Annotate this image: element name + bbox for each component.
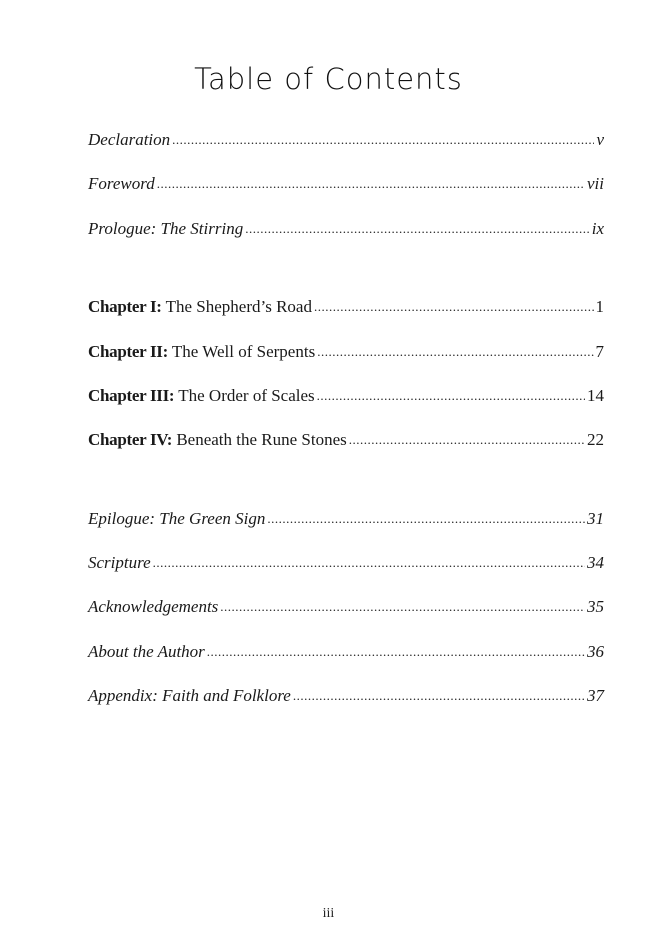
toc-entry-about-the-author[interactable] bbox=[88, 641, 604, 664]
dot-leader bbox=[314, 296, 594, 318]
chapter-number: Chapter III: bbox=[88, 386, 175, 405]
toc-entry-acknowledgements[interactable] bbox=[88, 596, 604, 619]
dot-leader bbox=[317, 341, 593, 363]
toc-entry-label bbox=[88, 296, 312, 318]
toc-entry-page: 7 bbox=[595, 342, 604, 361]
toc-entry-page: ix bbox=[591, 219, 604, 238]
toc-entry-chapter-1[interactable] bbox=[88, 296, 604, 319]
dot-leader bbox=[317, 385, 585, 407]
toc-entry-prologue[interactable] bbox=[88, 218, 604, 241]
toc-entry-page: 31 bbox=[587, 509, 604, 528]
toc-entry-label: Prologue: The Stirring bbox=[88, 219, 244, 238]
chapter-number: Chapter IV: bbox=[88, 430, 173, 449]
chapter-title: The Shepherd’s Road bbox=[161, 297, 312, 316]
toc-entry-page: 14 bbox=[587, 386, 604, 405]
toc-entry-label: Epilogue: The Green Sign bbox=[88, 509, 266, 528]
toc-entry-label bbox=[88, 429, 347, 451]
toc-entry-foreword[interactable] bbox=[88, 173, 604, 196]
page-title: Table of Contents bbox=[194, 62, 463, 96]
dot-leader bbox=[245, 218, 590, 240]
toc-entry-label bbox=[88, 385, 315, 407]
dot-leader bbox=[172, 129, 594, 151]
toc-entry-page: vii bbox=[587, 174, 604, 193]
toc-entry-label bbox=[88, 341, 315, 363]
toc-entry-page: 36 bbox=[587, 642, 604, 661]
toc-entry-label: Foreword bbox=[88, 174, 155, 193]
page-number: iii bbox=[322, 906, 335, 921]
chapter-title: Beneath the Rune Stones bbox=[172, 430, 347, 449]
toc-entry-chapter-4[interactable] bbox=[88, 429, 604, 452]
toc-entry-label: About the Author bbox=[88, 642, 205, 661]
dot-leader bbox=[157, 173, 585, 195]
chapter-number: Chapter I: bbox=[88, 297, 162, 316]
dot-leader bbox=[293, 685, 585, 707]
toc-entry-appendix[interactable] bbox=[88, 685, 604, 708]
dot-leader bbox=[153, 552, 585, 574]
toc-entry-label: Scripture bbox=[88, 553, 151, 572]
dot-leader bbox=[220, 596, 585, 618]
chapter-title: The Order of Scales bbox=[174, 386, 315, 405]
toc-entry-scripture[interactable] bbox=[88, 552, 604, 575]
toc-entry-label: Declaration bbox=[88, 130, 171, 149]
toc-entry-page: 34 bbox=[587, 553, 604, 572]
chapter-number: Chapter II: bbox=[88, 342, 168, 361]
toc-entry-label: Appendix: Faith and Folklore bbox=[88, 686, 291, 705]
chapter-title: The Well of Serpents bbox=[167, 342, 316, 361]
toc-entry-chapter-3[interactable] bbox=[88, 385, 604, 408]
toc-entry-page: 37 bbox=[587, 686, 604, 705]
toc-entry-page: 35 bbox=[587, 597, 604, 616]
toc-entry-label: Acknowledgements bbox=[88, 597, 219, 616]
dot-leader bbox=[207, 641, 585, 663]
toc-entry-epilogue[interactable] bbox=[88, 508, 604, 531]
toc-entry-page: v bbox=[596, 130, 604, 149]
dot-leader bbox=[349, 429, 585, 451]
dot-leader bbox=[267, 508, 585, 530]
toc-entry-declaration[interactable] bbox=[88, 129, 604, 152]
toc-entry-chapter-2[interactable] bbox=[88, 341, 604, 364]
toc-entry-page: 22 bbox=[587, 430, 604, 449]
toc-entry-page: 1 bbox=[595, 297, 604, 316]
